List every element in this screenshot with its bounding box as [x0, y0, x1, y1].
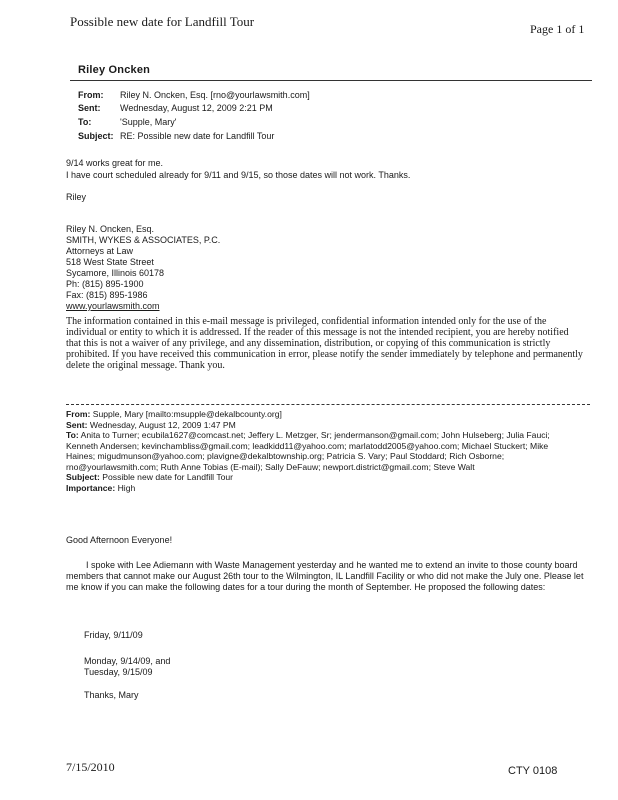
orig-importance-value: High: [117, 482, 136, 493]
orig-subject-label: Subject:: [66, 472, 100, 482]
to-value: 'Supple, Mary': [120, 117, 177, 127]
orig-to-label: To:: [66, 430, 79, 440]
greeting: Good Afternoon Everyone!: [66, 535, 173, 545]
reply-body-line2: I have court scheduled already for 9/11 and 9/15, so those dates will not work. Thanks.: [66, 170, 411, 180]
sent-label: Sent:: [78, 103, 101, 113]
orig-sent-value: Wednesday, August 12, 2009 1:47 PM: [89, 419, 236, 430]
signature-fax: Fax: (815) 895-1986: [66, 290, 148, 300]
signature-website-link[interactable]: www.yourlawsmith.com: [66, 301, 160, 311]
page-number: Page 1 of 1: [530, 22, 585, 36]
header-divider: [70, 80, 592, 81]
to-label: To:: [78, 117, 92, 127]
sent-value: Wednesday, August 12, 2009 2:21 PM: [120, 103, 273, 113]
subject-label: Subject:: [78, 131, 114, 141]
disclaimer-text: The information contained in this e-mail message is privileged, confidential information intended only for the use of the individual or entity to which it is addressed. If the reader of this message is not the intended recipient, you are hereby notified that this is not a waiver of any privilege, and any dissemination, distribution, or copying of this communication is strictly prohibited. If you have received this communication in error, please notify the sender immediately by telephone and permanently delete the original message. Thank you.: [66, 316, 583, 371]
signature-street: 518 West State Street: [66, 257, 154, 267]
original-message-header: [66, 409, 566, 493]
original-signoff: Thanks, Mary: [84, 690, 139, 700]
print-date: 7/15/2010: [66, 760, 115, 774]
subject-value: RE: Possible new date for Landfill Tour: [120, 131, 275, 141]
signature-title: Attorneys at Law: [66, 246, 134, 256]
document-title: Possible new date for Landfill Tour: [70, 14, 255, 29]
signature-phone: Ph: (815) 895-1900: [66, 279, 144, 289]
from-value: Riley N. Oncken, Esq. [rno@yourlawsmith.com]: [120, 90, 310, 100]
reply-body-line1: 9/14 works great for me.: [66, 158, 164, 168]
signature-name: Riley N. Oncken, Esq.: [66, 224, 155, 234]
orig-from-label: From:: [66, 409, 91, 419]
orig-importance-label: Importance:: [66, 482, 116, 493]
invitation-paragraph: I spoke with Lee Adiemann with Waste Management yesterday and he wanted me to extend an invite to those county board members that cannot make our August 26th tour to the Wilmington, IL Landfill Facility or who did not make the July one. Please let me know if you can make the following dates for a tour during the month of September. He proposed the following dates:: [66, 560, 584, 592]
proposed-date-2: Monday, 9/14/09, and: [84, 656, 171, 666]
orig-subject-value: Possible new date for Landfill Tour: [102, 472, 234, 482]
bates-number: CTY 0108: [508, 765, 558, 777]
orig-from-value: Supple, Mary [mailto:msupple@dekalbcounty.org]: [92, 409, 282, 419]
signature-city: Sycamore, Illinois 60178: [66, 268, 165, 278]
proposed-date-1: Friday, 9/11/09: [84, 630, 143, 640]
from-label: From:: [78, 90, 104, 100]
reply-signoff: Riley: [66, 192, 87, 202]
orig-to-value: Anita to Turner; ecubila1627@comcast.net; Jeffery L. Metzger, Sr; jendermanson@gmail.com; John Hulseberg; Julia Fauci; Kenneth Andersen; kevinchambliss@gmail.com; leadkidd11@yahoo.com; marlatodd2005@yahoo.com; Michael Stuckert; Mike Haines; migudmunson@yahoo.com; plavigne@dekalbtownship.org; Patricia S. Vary; Paul Stoddard; Rich Osborne; rno@yourlawsmith.com; Ruth Anne Tobias (E-mail); Sally DeFauw; newport.district@gmail.com; Steve Walt: [66, 430, 550, 472]
confidentiality-disclaimer: [66, 316, 586, 371]
sender-name: Riley Oncken: [78, 64, 151, 76]
signature-firm: SMITH, WYKES & ASSOCIATES, P.C.: [66, 235, 221, 245]
orig-sent-label: Sent:: [66, 419, 88, 430]
original-message-divider: [66, 404, 590, 405]
proposed-date-3: Tuesday, 9/15/09: [84, 667, 153, 677]
